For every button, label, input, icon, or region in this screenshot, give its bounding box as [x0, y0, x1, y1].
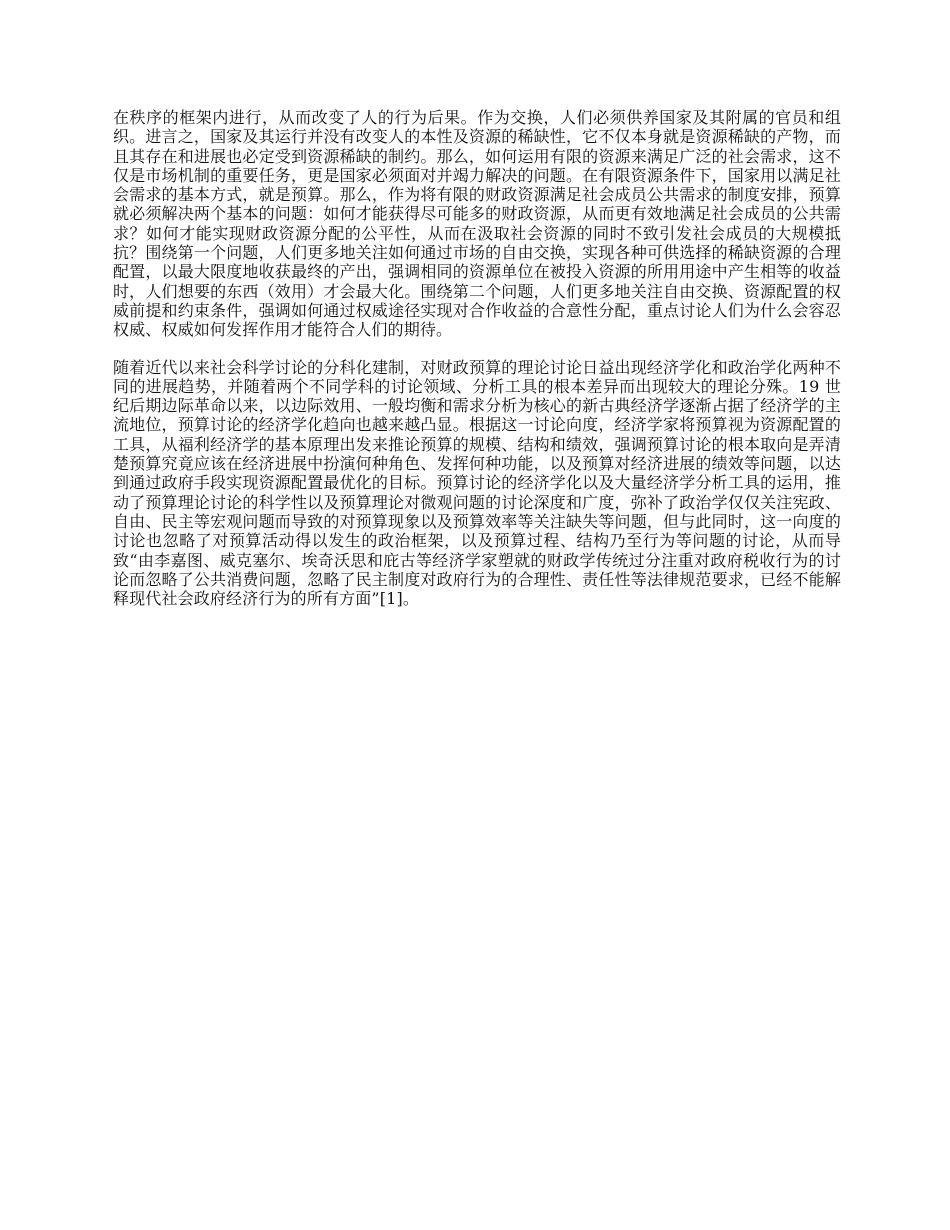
document-body — [113, 108, 841, 608]
paragraph-2: 随着近代以来社会科学讨论的分科化建制，对财政预算的理论讨论日益出现经济学化和政治学化两种不同的进展趋势，并随着两个不同学科的讨论领域、分析工具的根本差异而出现较大的理论分殊。19 世纪后期边际革命以来，以边际效用、一般均衡和需求分析为核心的新古典经济学逐渐占据了经济学的主流地位，预算讨论的经济学化趋向也越来越凸显。根据这一讨论向度，经济学家将预算视为资源配置的工具，从福利经济学的基本原理出发来推论预算的规模、结构和绩效，强调预算讨论的根本取向是弄清楚预算究竟应该在经济进展中扮演何种角色、发挥何种功能，以及预算对经济进展的绩效等问题，以达到通过政府手段实现资源配置最优化的目标。预算讨论的经济学化以及大量经济学分析工具的运用，推动了预算理论讨论的科学性以及预算理论对微观问题的讨论深度和广度，弥补了政治学仅仅关注宪政、自由、民主等宏观问题而导致的对预算现象以及预算效率等关注缺失等问题，但与此同时，这一向度的讨论也忽略了对预算活动得以发生的政治框架，以及预算过程、结构乃至行为等问题的讨论，从而导致“由李嘉图、威克塞尔、埃奇沃思和庇古等经济学家塑就的财政学传统过分注重对政府税收行为的讨论而忽略了公共消费问题，忽略了民主制度对政府行为的合理性、责任性等法律规范要求，已经不能解释现代社会政府经济行为的所有方面”[1]。 — [113, 357, 841, 609]
paragraph-1: 在秩序的框架内进行，从而改变了人的行为后果。作为交换，人们必须供养国家及其附属的官员和组织。进言之，国家及其运行并没有改变人的本性及资源的稀缺性，它不仅本身就是资源稀缺的产物，而且其存在和进展也必定受到资源稀缺的制约。那么，如何运用有限的资源来满足广泛的社会需求，这不仅是市场机制的重要任务，更是国家必须面对并竭力解决的问题。在有限资源条件下，国家用以满足社会需求的基本方式，就是预算。那么，作为将有限的财政资源满足社会成员公共需求的制度安排，预算就必须解决两个基本的问题：如何才能获得尽可能多的财政资源，从而更有效地满足社会成员的公共需求？如何才能实现财政资源分配的公平性，从而在汲取社会资源的同时不致引发社会成员的大规模抵抗？围绕第一个问题，人们更多地关注如何通过市场的自由交换，实现各种可供选择的稀缺资源的合理配置，以最大限度地收获最终的产出，强调相同的资源单位在被投入资源的所用用途中产生相等的收益时，人们想要的东西（效用）才会最大化。围绕第二个问题，人们更多地关注自由交换、资源配置的权威前提和约束条件，强调如何通过权威途径实现对合作收益的合意性分配，重点讨论人们为什么会容忍权威、权威如何发挥作用才能符合人们的期待。 — [113, 108, 841, 340]
